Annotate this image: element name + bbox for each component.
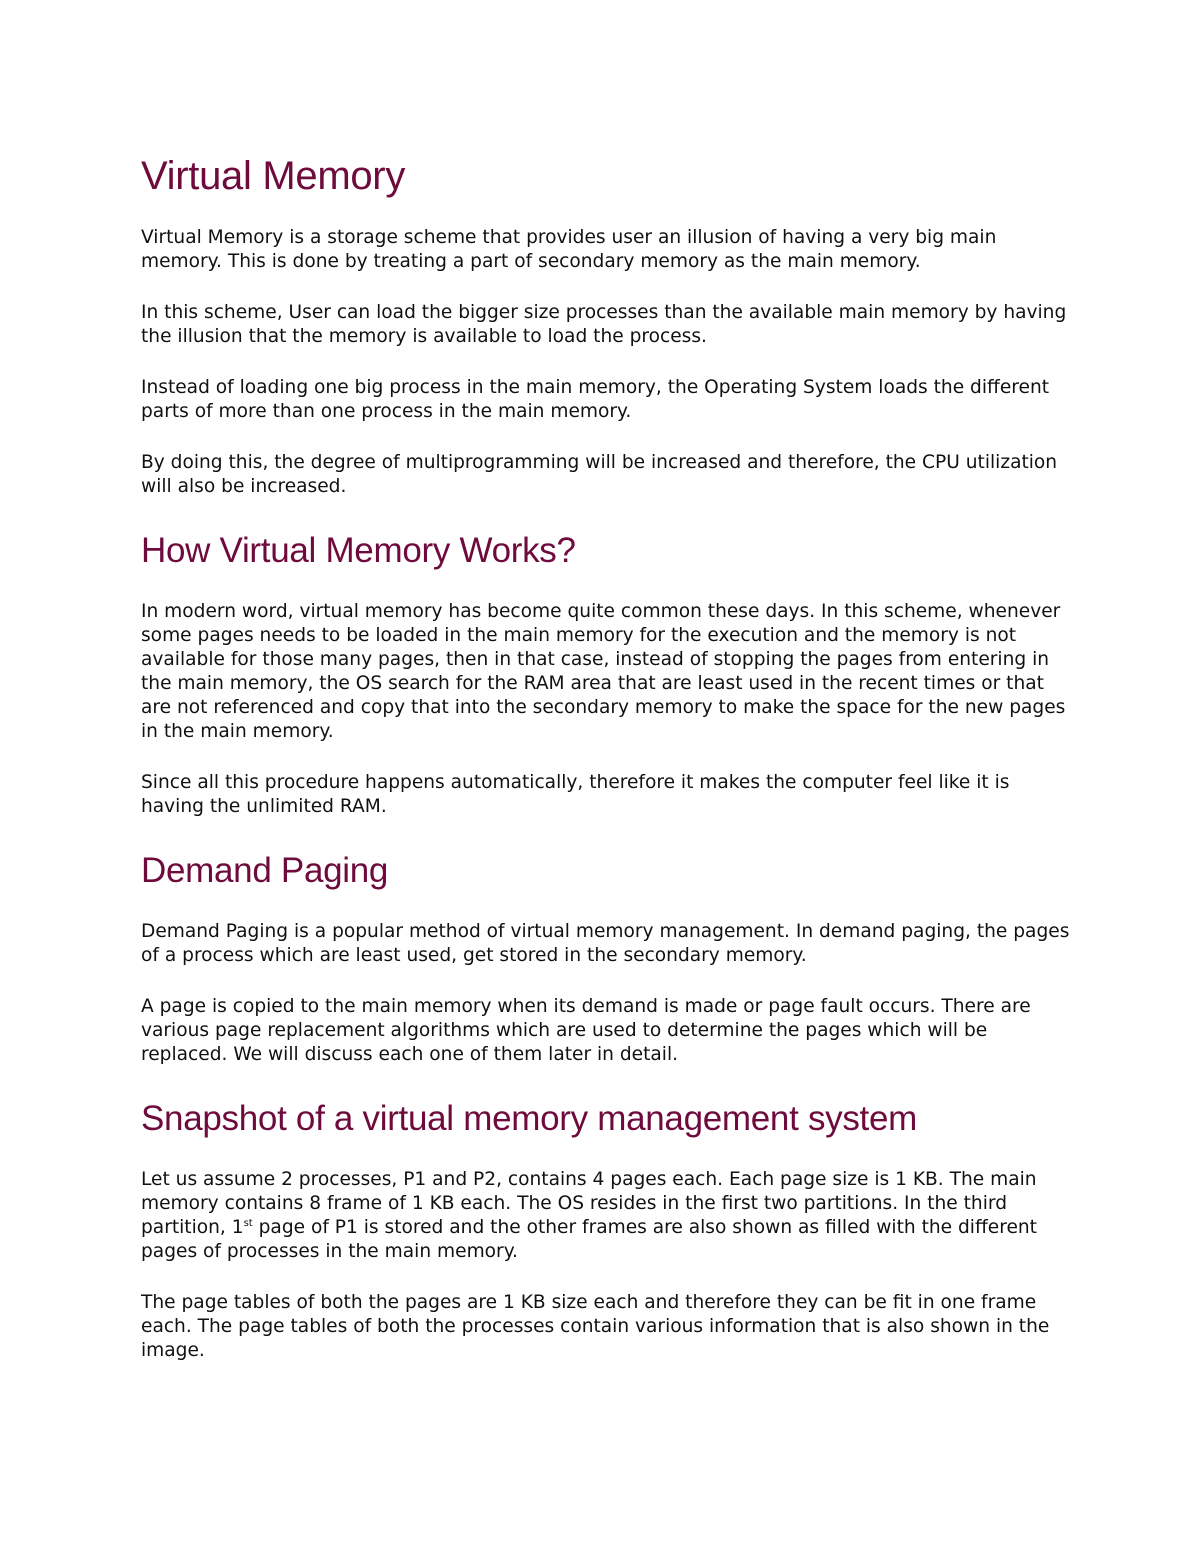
paragraph: Instead of loading one big process in the main memory, the Operating System loads the different parts of more than one process in the main memory. xyxy=(141,377,1050,422)
paragraph-text: page of P1 is stored and the other frames are also shown as filled with the different pages of processes in the main memory. xyxy=(141,1217,1037,1262)
paragraph: By doing this, the degree of multiprogramming will be increased and therefore, the CPU utilization will also be increased. xyxy=(141,452,1058,497)
paragraph: Virtual Memory is a storage scheme that provides user an illusion of having a very big main memory. This is done by treating a part of secondary memory as the main memory. xyxy=(141,227,997,272)
paragraph: Since all this procedure happens automatically, therefore it makes the computer feel like it is having the unlimited RAM. xyxy=(141,772,1010,817)
heading-demand-paging: Demand Paging xyxy=(141,851,389,890)
ordinal-suffix: st xyxy=(243,1218,253,1229)
paragraph: In this scheme, User can load the bigger size processes than the available main memory by having the illusion that the memory is available to load the process. xyxy=(141,302,1067,347)
heading-how-virtual-memory-works: How Virtual Memory Works? xyxy=(141,531,576,570)
paragraph xyxy=(141,1168,1071,1264)
paragraph: Demand Paging is a popular method of virtual memory management. In demand paging, the pages of a process which are least used, get stored in the secondary memory. xyxy=(141,921,1070,966)
paragraph: The page tables of both the pages are 1 KB size each and therefore they can be fit in one frame each. The page tables of both the processes contain various information that is also shown in the image. xyxy=(141,1292,1050,1361)
heading-snapshot: Snapshot of a virtual memory management system xyxy=(141,1099,917,1138)
document-content xyxy=(141,148,1071,1390)
paragraph-text: Let us assume 2 processes, P1 and P2, contains 4 pages each. Each page size is 1 KB. The main memory contains 8 frame of 1 KB each. The OS resides in the first two partitions. In the third partition, 1 xyxy=(141,1169,1037,1238)
paragraph: In modern word, virtual memory has become quite common these days. In this scheme, whenever some pages needs to be loaded in the main memory for the execution and the memory is not available for those many pages, then in that case, instead of stopping the pages from entering in the main memory, the OS search for the RAM area that are least used in the recent times or that are not referenced and copy that into the secondary memory to make the space for the new pages in the main memory. xyxy=(141,601,1066,742)
paragraph: A page is copied to the main memory when its demand is made or page fault occurs. There are various page replacement algorithms which are used to determine the pages which will be replaced. We will discuss each one of them later in detail. xyxy=(141,996,1031,1065)
heading-virtual-memory: Virtual Memory xyxy=(141,154,406,198)
